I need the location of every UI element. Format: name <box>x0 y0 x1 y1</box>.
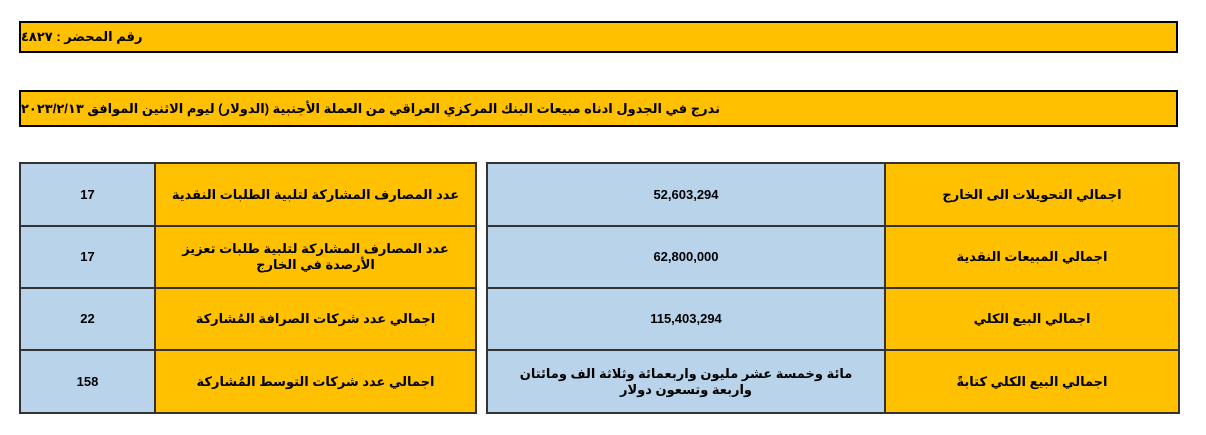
intro-bar <box>19 90 1178 127</box>
intro-text: ندرج في الجدول ادناه مبيعات البنك المركزي العراقي من العملة الأجنبية (الدولار) ليوم الاثنين الموافق ٢٠٢٣/٢/١٣ <box>21 100 721 116</box>
record-number-text: رقم المحضر : ٤٨٢٧ <box>21 29 143 44</box>
table-row <box>487 288 1179 350</box>
participants-value-cell: 22 <box>20 288 155 350</box>
record-number-bar <box>19 21 1178 53</box>
participants-label-cell: اجمالي عدد شركات الصرافة المُشاركة <box>155 288 476 350</box>
sales-value-cell: 52,603,294 <box>487 163 885 226</box>
sales-label-cell: اجمالي المبيعات النقدية <box>885 226 1179 288</box>
sales-value-cell: 62,800,000 <box>487 226 885 288</box>
table-row <box>487 226 1179 288</box>
participants-value-cell: 158 <box>20 350 155 413</box>
sales-label-cell: اجمالي البيع الكلي كتابةً <box>885 350 1179 413</box>
sales-label-cell: اجمالي البيع الكلي <box>885 288 1179 350</box>
sales-table <box>486 162 1180 414</box>
sales-value-cell: مائة وخمسة عشر مليون واربعمائة وثلاثة الف ومائتان واربعة وتسعون دولار <box>487 350 885 413</box>
table-row <box>20 226 476 288</box>
participants-table <box>19 162 477 414</box>
table-row <box>487 163 1179 226</box>
participants-label-cell: عدد المصارف المشاركة لتلبية الطلبات النقدية <box>155 163 476 226</box>
table-row <box>20 350 476 413</box>
participants-value-cell: 17 <box>20 163 155 226</box>
table-row <box>20 288 476 350</box>
table-row <box>487 350 1179 413</box>
participants-label-cell: اجمالي عدد شركات التوسط المُشاركة <box>155 350 476 413</box>
sales-value-cell: 115,403,294 <box>487 288 885 350</box>
participants-label-cell: عدد المصارف المشاركة لتلبية طلبات تعزيز الأرصدة في الخارج <box>155 226 476 288</box>
table-row <box>20 163 476 226</box>
sales-label-cell: اجمالي التحويلات الى الخارج <box>885 163 1179 226</box>
participants-value-cell: 17 <box>20 226 155 288</box>
